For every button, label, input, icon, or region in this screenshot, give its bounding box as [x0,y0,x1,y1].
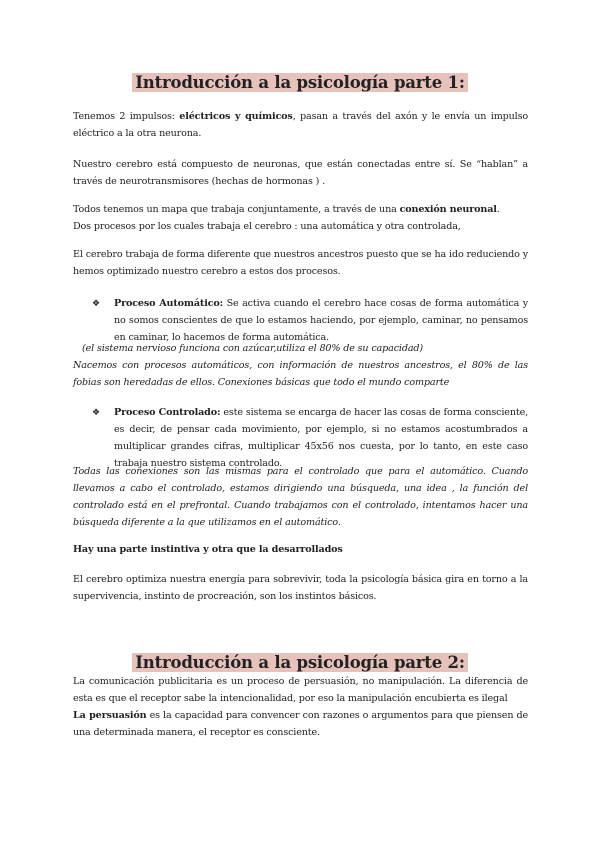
paragraph-automatic-italic: Nacemos con procesos automáticos, con información de nuestros ancestros, el 80% de las fobias son heredadas de ellos. Conexiones básicas que todo el mundo comparte [73,360,528,388]
text-span: este sistema se encarga de hacer las cosas de forma consciente, es decir, de pensar cada movimiento, por ejemplo, si no estamos acostumbrados a multiplicar grandes cifras, multiplicar 45x56 nos cuesta, por lo tanto, en este caso trabaja nuestro sistema controlado. [114,407,528,469]
bold-term: eléctricos y químicos [179,111,293,122]
note-nervous-system: (el sistema nervioso funciona con azúcar,utiliza el 80% de su capacidad) [82,343,423,354]
text-span: Se activa cuando el cerebro hace cosas de forma automática y no somos conscientes de que lo estamos haciendo, por ejemplo, caminar, no pensamos en caminar, lo hacemos de forma automática. [114,298,528,343]
diamond-bullet-icon: ❖ [92,407,101,418]
bullet-automatic [114,295,528,346]
paragraph-controlled-italic: Todas las conexiones son las mismas para el controlado que para el automático. Cuando llevamos a cabo el controlado, estamos dirigiendo una búsqueda, una idea , la función del controlado está en el prefrontal. Cuando trabajamos con el controlado, intentamos hacer una búsqueda diferente a la que utilizamos en el automático. [73,466,528,528]
bold-term: Proceso Controlado: [114,407,221,418]
text-span: es la capacidad para convencer con razones o argumentos para que piensen de una determinada manera, el receptor es consciente. [73,710,529,738]
bold-term: conexión neuronal [399,204,497,215]
paragraph-two-processes: Dos procesos por los cuales trabaja el cerebro : una automática y otra controlada, [73,221,461,232]
text-span: Todos tenemos un mapa que trabaja conjuntamente, a través de una [73,204,400,215]
bold-statement: Hay una parte instintiva y otra que la desarrollados [73,544,343,555]
paragraph-map [73,201,528,218]
bold-term: Proceso Automático: [114,298,224,309]
section1-title: Introducción a la psicología parte 1: [132,73,467,92]
paragraph-ancestors: El cerebro trabaja de forma diferente que nuestros ancestros puesto que se ha ido reduciendo y hemos optimizado nuestro cerebro a estos dos procesos. [73,249,528,277]
text-span: . [496,204,500,215]
section2-title: Introducción a la psicología parte 2: [132,653,467,672]
paragraph-neurons: Nuestro cerebro está compuesto de neuronas, que están conectadas entre sí. Se “hablan” a través de neurotransmisores (hechas de hormonas ) . [73,159,528,187]
text-span: Tenemos 2 impulsos: [73,111,180,122]
diamond-bullet-icon: ❖ [92,298,101,309]
bold-term: La persuasión [73,710,147,721]
paragraph-persuasion [73,707,528,741]
text-span: , pasan a través del axón y le envía un impulso eléctrico a la otra neurona. [73,111,528,139]
section2-heading [0,651,600,675]
bullet-controlled [114,404,528,472]
paragraph-energy: El cerebro optimiza nuestra energía para sobrevivir, toda la psicología básica gira en torno a la supervivencia, instinto de procreación, son los instintos básicos. [73,574,528,602]
paragraph-communication: La comunicación publicitaria es un proceso de persuasión, no manipulación. La diferencia de esta es que el receptor sabe la intencionalidad, por eso la manipulación encubierta es ilegal [73,676,528,704]
paragraph-impulses [73,108,528,142]
section1-heading [0,71,600,95]
